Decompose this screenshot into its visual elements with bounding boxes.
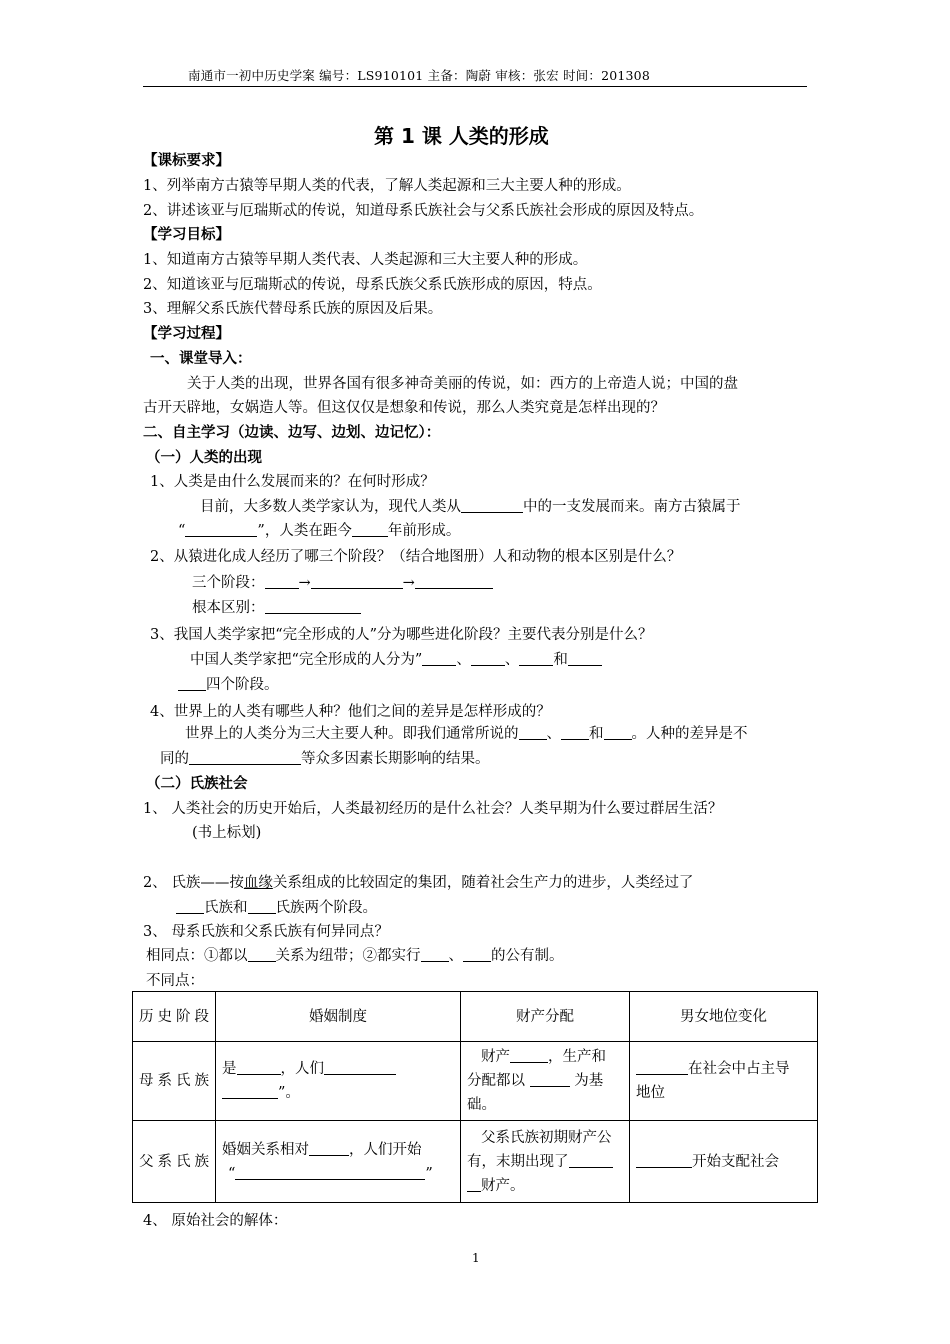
question-2: 2、从猿进化成人经历了哪三个阶段？（结合地图册）人和动物的根本区别是什么？ [150,549,682,565]
separator: 、 [546,726,561,742]
answer-1-line-1 [200,495,741,516]
marriage-cell-matrilineal [216,1042,461,1121]
stage-cell-matrilineal: 母系氏族 [133,1042,216,1121]
intro-paragraph-line-1: 关于人类的出现，世界各国有很多神奇美丽的传说，如：西方的上帝造人说；中国的盘 [187,376,738,392]
goal-item-3: 3、理解父系氏族代替母系氏族的原因及后果。 [143,301,443,317]
differences-label: 不同点： [146,973,204,989]
blank[interactable] [510,1048,548,1064]
question-3: 3、我国人类学家把“完全形成的人”分为哪些进化阶段？主要代表分别是什么？ [150,627,653,643]
cell-text: 婚姻关系相对 [222,1141,309,1158]
answer-4-text-d: 等众多因素长期影响的结果。 [301,751,490,767]
answer-1-text-d: ”，人类在距今 [257,523,352,539]
conjunction: 和 [553,652,568,668]
blank[interactable] [265,574,299,590]
intro-heading: 一、课堂导入： [150,351,252,367]
similarities-text-b: 关系为纽带；②都实行 [275,948,421,964]
cell-text: 分配都以 [467,1073,525,1089]
blank[interactable] [422,651,456,667]
cell-text: 开始支配社会 [692,1153,779,1170]
blank[interactable] [311,574,403,590]
answer-2-line-1 [192,571,493,592]
similarities-text-a: 相同点：①都以 [146,948,248,964]
cell-text: 是 [222,1061,237,1077]
separator: 、 [504,652,520,668]
lesson-title: 第 1 课 人类的形成 [374,124,549,148]
question-7: 3、 母系氏族和父系氏族有何异同点？ [143,924,389,940]
standards-item-2: 2、讲述该亚与厄瑞斯忒的传说，知道母系氏族社会与父系氏族社会形成的原因及特点。 [143,203,704,219]
cell-text: 父系氏族初期财产公 [481,1129,612,1146]
blank[interactable] [568,651,602,667]
stage-cell-patrilineal: 父系氏族 [133,1121,216,1203]
answer-4-line-2 [160,747,490,768]
answer-4-line-1 [185,722,748,743]
blank[interactable] [471,651,505,667]
cell-text: 财产。 [481,1177,525,1194]
answer-1-line-2 [178,519,460,540]
blank[interactable] [415,574,493,590]
blank[interactable] [461,498,523,514]
subsection-human-origin: （一）人类的出现 [146,450,262,466]
cell-text: ，生产和 [548,1049,606,1065]
self-study-heading: 二、自主学习（边读、边写、边划、边记忆）： [143,425,441,441]
blank[interactable] [185,522,257,538]
answer-1-text-b: 中的一支发展而来。南方古猿属于 [523,499,741,515]
answer-3-text-end: 四个阶段。 [206,677,279,693]
subsection-clan-society: （二）氏族社会 [146,776,248,792]
blank[interactable] [237,1060,281,1076]
header-cell-property: 财产分配 [461,992,630,1042]
blank[interactable] [569,1152,613,1168]
header-cell-marriage: 婚姻制度 [216,992,461,1042]
property-cell-matrilineal [461,1042,630,1121]
cell-text: ”。 [278,1085,300,1101]
answer-1-text-e: 年前形成。 [387,523,461,539]
table-header-row [133,992,818,1042]
question-5-note: (书上标划) [192,825,262,841]
answer-3-line-1 [190,648,602,669]
section-heading-goals: 【学习目标】 [143,227,230,243]
blank[interactable] [265,599,361,615]
similarities-line [146,944,564,965]
blank[interactable] [176,899,204,915]
blank[interactable] [519,651,553,667]
arrow-icon: → [402,575,415,591]
answer-2-label-difference: 根本区别： [192,600,265,616]
cell-text: “ [228,1165,236,1182]
blank[interactable] [519,725,547,741]
page-number: 1 [472,1251,480,1265]
blank[interactable] [604,725,632,741]
answer-1-text-a: 目前，大多数人类学家认为，现代人类从 [200,499,461,515]
question-6-text-d: 氏族两个阶段。 [275,900,377,916]
blank[interactable] [467,1176,481,1192]
blank[interactable] [561,725,589,741]
cell-text: 为基 [574,1073,604,1089]
standards-item-1: 1、列举南方古猿等早期人类的代表，了解人类起源和三大主要人种的形成。 [143,178,631,194]
question-6-text-a: 2、 氏族——按 [143,875,244,891]
blank[interactable] [636,1152,692,1168]
question-6-text-b: 关系组成的比较固定的集团，随着社会生产力的进步，人类经过了 [272,875,694,891]
cell-text: 财产 [481,1049,510,1065]
blank[interactable] [421,947,449,963]
blank[interactable] [222,1084,278,1100]
question-4: 4、世界上的人类有哪些人种？他们之间的差异是怎样形成的？ [150,704,551,720]
comparison-table [132,991,818,1203]
answer-4-text-a: 世界上的人类分为三大主要人种。即我们通常所说的 [185,726,519,742]
cell-text: ，人们 [280,1061,324,1077]
page-header: 南通市一初中历史学案 编号：LS910101 主备：陶蔚 审核：张宏 时间：201308 [188,68,650,83]
marriage-cell-patrilineal [216,1121,461,1203]
goal-item-1: 1、知道南方古猿等早期人类代表、人类起源和三大主要人种的形成。 [143,252,588,268]
conjunction: 和 [589,726,604,742]
status-cell-matrilineal [630,1042,818,1121]
status-cell-patrilineal [630,1121,818,1203]
section-heading-process: 【学习过程】 [143,326,230,342]
table-row [133,1121,818,1203]
blank[interactable] [636,1060,688,1076]
question-6-text-c: 氏族和 [204,900,248,916]
cell-text: ，人们开始 [349,1141,422,1158]
question-5: 1、 人类社会的历史开始后，人类最初经历的是什么社会？人类早期为什么要过群居生活？ [143,801,723,817]
blank[interactable] [324,1060,396,1076]
blank[interactable] [178,676,206,692]
blank[interactable] [248,947,276,963]
blank[interactable] [309,1140,349,1156]
answer-2-label-stages: 三个阶段： [192,575,265,591]
blank[interactable] [189,750,301,766]
arrow-icon: → [298,575,311,591]
similarities-text-c: 的公有制。 [491,948,564,964]
blank[interactable] [530,1072,570,1088]
cell-text: ” [425,1165,433,1182]
separator: 、 [448,948,463,964]
blank[interactable] [463,947,491,963]
blank[interactable] [248,899,276,915]
underlined-term: 血缘 [243,875,273,891]
question-6-line-1 [143,871,693,892]
answer-3-line-2 [178,673,279,694]
blank[interactable] [235,1164,425,1180]
answer-3-text-a: 中国人类学家把“完全形成的人分为” [190,652,423,668]
goal-item-2: 2、知道该亚与厄瑞斯忒的传说，母系氏族父系氏族形成的原因，特点。 [143,277,602,293]
question-1: 1、人类是由什么发展而来的？在何时形成？ [150,474,435,490]
blank[interactable] [352,522,388,538]
table-row [133,1042,818,1121]
cell-text: 地位 [636,1085,665,1101]
header-rule [143,86,807,87]
header-cell-status: 男女地位变化 [630,992,818,1042]
answer-4-text-b: 。人种的差异是不 [631,726,748,742]
separator: 、 [456,652,471,668]
property-cell-patrilineal [461,1121,630,1203]
cell-text: 础。 [467,1097,496,1113]
answer-1-text-c: “ [178,523,186,539]
answer-4-text-c: 同的 [160,751,189,767]
answer-2-line-2 [192,596,361,617]
question-8: 4、 原始社会的解体： [143,1213,288,1229]
section-heading-standards: 【课标要求】 [143,153,230,169]
cell-text: 有，末期出现了 [467,1153,569,1170]
header-cell-stage: 历史阶段 [133,992,216,1042]
question-6-line-2 [176,896,377,917]
cell-text: 在社会中占主导 [688,1061,790,1077]
intro-paragraph-line-2: 古开天辟地，女娲造人等。但这仅仅是想象和传说，那么人类究竟是怎样出现的？ [143,400,665,416]
